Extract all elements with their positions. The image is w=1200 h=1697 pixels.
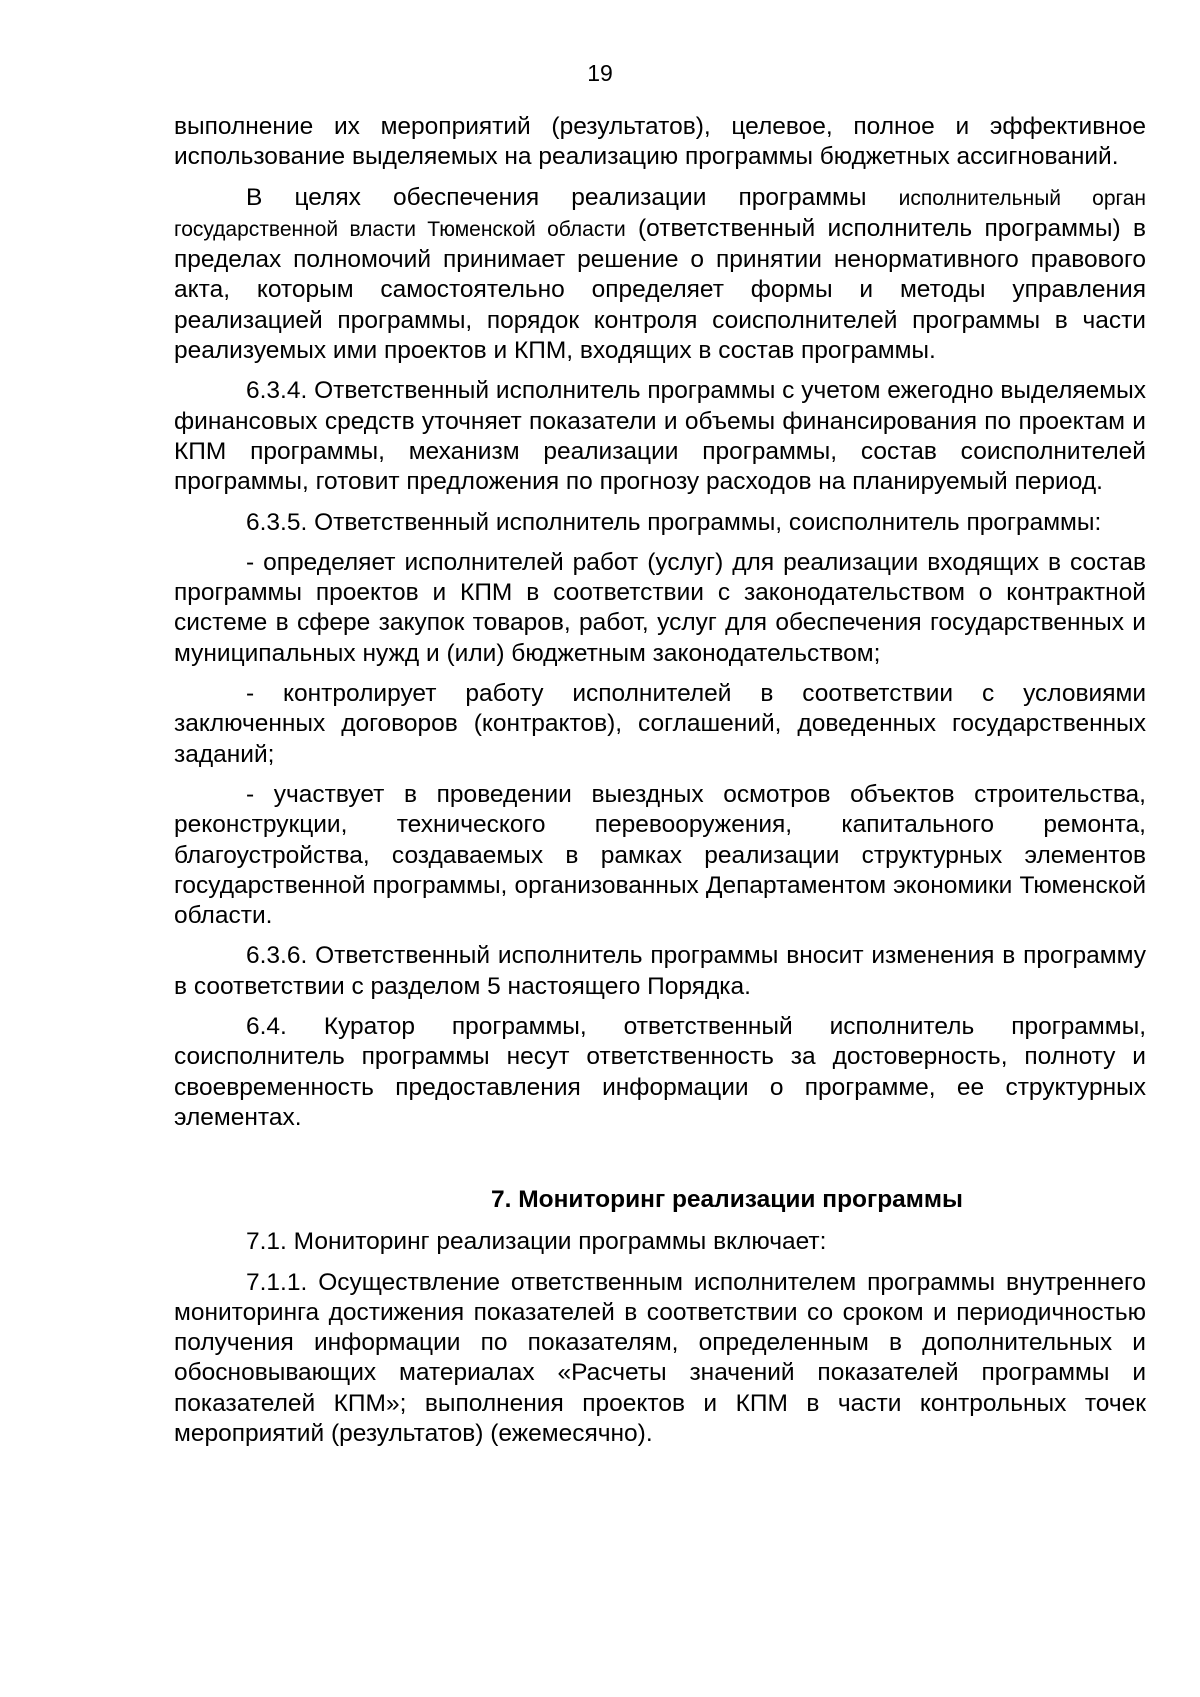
list-item: - контролирует работу исполнителей в соответствии с условиями заключенных договоров (контрактов), соглашений, доведенных государственных заданий; <box>174 680 1146 768</box>
paragraph: 7.1. Мониторинг реализации программы включает: <box>246 1228 827 1256</box>
list-item: - определяет исполнителей работ (услуг) для реализации входящих в состав программы проектов и КПМ в соответствии с законодательством о контрактной системе в сфере закупок товаров, работ, услуг для обеспечения государственных и муниципальных нужд и (или) бюджетным законодательством; <box>174 548 1146 667</box>
paragraph: 7.1.1. Осуществление ответственным исполнителем программы внутреннего мониторинга достижения показателей в соответствии со сроком и периодичностью получения информации по показателям, определенным в дополнительных и обосновывающих материалах «Расчеты значений показателей программы и показателей КПМ»; выполнения проектов и КПМ в части контрольных точек мероприятий (результатов) (ежемесячно). <box>174 1268 1146 1447</box>
paragraph <box>174 183 1146 367</box>
paragraph: выполнение их мероприятий (результатов), целевое, полное и эффективное использование выделяемых на реализацию программы бюджетных ассигнований. <box>174 113 1146 171</box>
paragraph-text-small: исполнительный орган государственной власти Тюменской области <box>174 186 1146 241</box>
paragraph: 6.4. Куратор программы, ответственный исполнитель программы, соисполнитель программы несут ответственность за достоверность, полноту и своевременность предоставления информации о программе, ее структурных элементах. <box>174 1013 1146 1131</box>
paragraph-text: В целях обеспечения реализации программы <box>246 183 867 211</box>
list-item: - участвует в проведении выездных осмотров объектов строительства, реконструкции, технического перевооружения, капитального ремонта, благоустройства, создаваемых в рамках реализации структурных элементов государственной программы, организованных Департаментом экономики Тюменской области. <box>174 780 1146 930</box>
paragraph: 6.3.4. Ответственный исполнитель программы с учетом ежегодно выделяемых финансовых средств уточняет показатели и объемы финансирования по проектам и КПМ программы, механизм реализации программы, состав соисполнителей программы, готовит предложения по прогнозу расходов на планируемый период. <box>174 377 1146 496</box>
page-body <box>174 112 1146 1459</box>
section-heading: 7. Мониторинг реализации программы <box>491 1186 963 1214</box>
paragraph: 6.3.6. Ответственный исполнитель программы вносит изменения в программу в соответствии с разделом 5 настоящего Порядка. <box>174 942 1146 1000</box>
page-number: 19 <box>587 60 613 86</box>
paragraph: 6.3.5. Ответственный исполнитель программы, соисполнитель программы: <box>246 508 1102 536</box>
paragraph-text: (ответственный исполнитель программы) в пределах полномочий принимает решение о принятии ненормативного правового акта, которым самостоятельно определяет формы и методы управления реализацией программы, порядок контроля соисполнителей программы в части реализуемых ими проектов и КПМ, входящих в состав программы. <box>174 214 1146 365</box>
